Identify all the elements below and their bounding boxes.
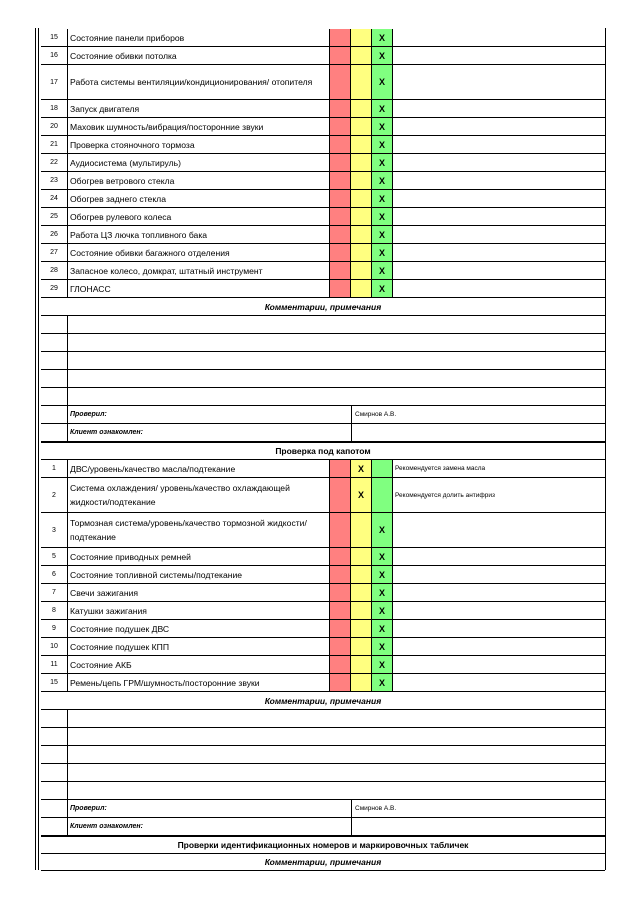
comment-line[interactable] (41, 764, 605, 782)
row-number: 26 (41, 226, 68, 243)
status-yellow-cell[interactable] (351, 602, 372, 619)
table-row (41, 566, 605, 584)
status-yellow-cell[interactable] (351, 47, 372, 64)
row-comment[interactable] (393, 65, 605, 99)
status-yellow-cell[interactable] (351, 584, 372, 601)
status-yellow-cell[interactable]: X (351, 460, 372, 477)
status-red-cell[interactable] (330, 100, 351, 117)
table-row (41, 674, 605, 692)
row-number: 23 (41, 172, 68, 189)
row-number: 24 (41, 190, 68, 207)
row-comment[interactable] (393, 208, 605, 225)
status-yellow-cell[interactable] (351, 674, 372, 691)
row-item-name: ДВС/уровень/качество масла/подтекание (68, 460, 330, 477)
comments-blank-rows (41, 316, 605, 406)
status-green-cell[interactable]: X (372, 190, 393, 207)
status-green-cell[interactable]: X (372, 226, 393, 243)
row-comment[interactable] (393, 656, 605, 673)
status-green-cell[interactable]: X (372, 280, 393, 297)
row-comment[interactable] (393, 244, 605, 261)
row-number: 2 (41, 478, 68, 512)
page-right-border (605, 28, 606, 870)
comment-line[interactable] (41, 334, 605, 352)
row-comment[interactable] (393, 513, 605, 547)
table-row (41, 190, 605, 208)
status-red-cell[interactable] (330, 478, 351, 512)
comments-title: Комментарии, примечания (264, 301, 382, 312)
table-row (41, 280, 605, 298)
row-item-name: Маховик шумность/вибрация/посторонние звуки (68, 118, 330, 135)
status-green-cell[interactable]: X (372, 262, 393, 279)
status-red-cell[interactable] (330, 656, 351, 673)
client-ack-label: Клиент ознакомлен: (68, 424, 352, 441)
status-yellow-cell[interactable] (351, 29, 372, 46)
checked-by-row-2 (41, 800, 605, 818)
row-comment[interactable] (393, 154, 605, 171)
checked-by-value-2[interactable]: Смирнов А.В. (355, 805, 397, 812)
row-comment[interactable] (393, 638, 605, 655)
status-green-cell[interactable]: X (372, 674, 393, 691)
row-comment[interactable] (393, 172, 605, 189)
status-yellow-cell[interactable] (351, 172, 372, 189)
table-row (41, 548, 605, 566)
row-item-name: Состояние обивки потолка (68, 47, 330, 64)
comment-line[interactable] (41, 388, 605, 406)
status-red-cell[interactable] (330, 674, 351, 691)
status-green-cell[interactable] (372, 478, 393, 512)
status-yellow-cell[interactable] (351, 226, 372, 243)
status-yellow-cell[interactable] (351, 638, 372, 655)
table-row (41, 65, 605, 100)
status-red-cell[interactable] (330, 513, 351, 547)
row-item-name: Состояние панели приборов (68, 29, 330, 46)
row-item-name: Проверка стояночного тормоза (68, 136, 330, 153)
status-red-cell[interactable] (330, 65, 351, 99)
status-yellow-cell[interactable] (351, 566, 372, 583)
table-row (41, 513, 605, 548)
status-yellow-cell[interactable] (351, 190, 372, 207)
row-item-name: Обогрев заднего стекла (68, 190, 330, 207)
status-red-cell[interactable] (330, 602, 351, 619)
table-row (41, 244, 605, 262)
comments-title-3: Комментарии, примечания (264, 857, 382, 867)
row-item-name: Свечи зажигания (68, 584, 330, 601)
page-left-border (35, 28, 36, 870)
comment-line[interactable] (41, 352, 605, 370)
row-item-name: Запуск двигателя (68, 100, 330, 117)
status-green-cell[interactable]: X (372, 602, 393, 619)
row-item-name: Состояние приводных ремней (68, 548, 330, 565)
row-comment[interactable] (393, 29, 605, 46)
row-comment[interactable] (393, 100, 605, 117)
row-comment[interactable] (393, 262, 605, 279)
status-yellow-cell[interactable] (351, 656, 372, 673)
status-red-cell[interactable] (330, 172, 351, 189)
status-green-cell[interactable]: X (372, 584, 393, 601)
checked-by-row (41, 406, 605, 424)
row-number: 5 (41, 548, 68, 565)
row-number: 28 (41, 262, 68, 279)
table-row (41, 602, 605, 620)
row-number: 15 (41, 674, 68, 691)
status-yellow-cell[interactable] (351, 136, 372, 153)
table-row (41, 656, 605, 674)
table-row (41, 154, 605, 172)
row-item-name: Состояние топливной системы/подтекание (68, 566, 330, 583)
row-comment[interactable] (393, 118, 605, 135)
row-item-name: Работа системы вентиляции/кондиционирования/ отопителя (68, 65, 330, 99)
status-red-cell[interactable] (330, 47, 351, 64)
comment-line[interactable] (41, 710, 605, 728)
status-red-cell[interactable] (330, 226, 351, 243)
under-hood-title: Проверка под капотом (275, 446, 371, 456)
row-item-name: Работа ЦЗ лючка топливного бака (68, 226, 330, 243)
client-ack-row (41, 424, 605, 442)
comments-header-3 (41, 854, 605, 871)
status-yellow-cell[interactable] (351, 208, 372, 225)
status-green-cell[interactable]: X (372, 208, 393, 225)
row-number: 10 (41, 638, 68, 655)
status-green-cell[interactable]: X (372, 548, 393, 565)
row-comment[interactable] (393, 47, 605, 64)
status-yellow-cell[interactable] (351, 280, 372, 297)
row-number: 25 (41, 208, 68, 225)
comment-line[interactable] (41, 728, 605, 746)
status-yellow-cell[interactable] (351, 100, 372, 117)
row-number: 15 (41, 29, 68, 46)
row-item-name: Ремень/цепь ГРМ/шумность/посторонние звуки (68, 674, 330, 691)
status-red-cell[interactable] (330, 638, 351, 655)
row-comment[interactable] (393, 566, 605, 583)
row-item-name: Состояние обивки багажного отделения (68, 244, 330, 261)
status-yellow-cell[interactable] (351, 118, 372, 135)
comment-line[interactable] (41, 746, 605, 764)
client-ack-row-2 (41, 818, 605, 836)
section-title-under-hood (41, 442, 605, 460)
row-item-name: Обогрев рулевого колеса (68, 208, 330, 225)
row-number: 27 (41, 244, 68, 261)
client-ack-value-2[interactable] (352, 818, 605, 835)
client-ack-label-2: Клиент ознакомлен: (68, 818, 352, 835)
comments-header-2 (41, 692, 605, 710)
row-item-name: Состояние АКБ (68, 656, 330, 673)
row-number: 22 (41, 154, 68, 171)
comment-line[interactable] (41, 316, 605, 334)
row-comment[interactable] (393, 674, 605, 691)
row-item-name: Состояние подушек КПП (68, 638, 330, 655)
row-comment[interactable] (393, 548, 605, 565)
row-comment[interactable] (393, 136, 605, 153)
table-row (41, 262, 605, 280)
status-red-cell[interactable] (330, 29, 351, 46)
status-red-cell[interactable] (330, 620, 351, 637)
status-green-cell[interactable]: X (372, 566, 393, 583)
comments-title-2: Комментарии, примечания (264, 695, 382, 706)
status-green-cell[interactable]: X (372, 244, 393, 261)
status-red-cell[interactable] (330, 208, 351, 225)
table-row (41, 638, 605, 656)
status-green-cell[interactable]: X (372, 65, 393, 99)
status-green-cell[interactable]: X (372, 154, 393, 171)
row-number: 16 (41, 47, 68, 64)
row-comment[interactable]: Рекомендуется замена масла (395, 465, 486, 472)
status-green-cell[interactable] (372, 460, 393, 477)
comments-header (41, 298, 605, 316)
row-comment[interactable] (393, 226, 605, 243)
status-red-cell[interactable] (330, 136, 351, 153)
id-numbers-title: Проверки идентификационных номеров и маркировочных табличек (177, 840, 469, 850)
status-green-cell[interactable]: X (372, 513, 393, 547)
table-row (41, 226, 605, 244)
status-green-cell[interactable]: X (372, 47, 393, 64)
table-row (41, 136, 605, 154)
status-yellow-cell[interactable]: X (351, 478, 372, 512)
row-number: 20 (41, 118, 68, 135)
status-red-cell[interactable] (330, 244, 351, 261)
status-yellow-cell[interactable] (351, 65, 372, 99)
status-red-cell[interactable] (330, 584, 351, 601)
row-item-name: ГЛОНАСС (68, 280, 330, 297)
row-number: 1 (41, 460, 68, 477)
row-number: 9 (41, 620, 68, 637)
row-number: 18 (41, 100, 68, 117)
status-red-cell[interactable] (330, 280, 351, 297)
table-row (41, 118, 605, 136)
table-row (41, 208, 605, 226)
table-row (41, 620, 605, 638)
table-row (41, 172, 605, 190)
comment-line[interactable] (41, 782, 605, 800)
client-ack-value[interactable] (352, 424, 605, 441)
table-row (41, 478, 605, 513)
comment-line[interactable] (41, 370, 605, 388)
status-green-cell[interactable]: X (372, 100, 393, 117)
checked-by-label: Проверил: (68, 406, 352, 423)
checked-by-label-2: Проверил: (68, 800, 352, 817)
row-number: 3 (41, 513, 68, 547)
table-row (41, 460, 605, 478)
status-yellow-cell[interactable] (351, 244, 372, 261)
status-yellow-cell[interactable] (351, 620, 372, 637)
status-red-cell[interactable] (330, 118, 351, 135)
row-comment[interactable] (393, 584, 605, 601)
status-red-cell[interactable] (330, 190, 351, 207)
status-green-cell[interactable]: X (372, 638, 393, 655)
status-green-cell[interactable]: X (372, 118, 393, 135)
row-item-name: Тормозная система/уровень/качество тормозной жидкости/подтекание (68, 513, 330, 547)
comments-blank-rows-2 (41, 710, 605, 800)
checked-by-value[interactable]: Смирнов А.В. (355, 411, 397, 418)
row-number: 11 (41, 656, 68, 673)
status-green-cell[interactable]: X (372, 620, 393, 637)
row-item-name: Катушки зажигания (68, 602, 330, 619)
row-item-name: Обогрев ветрового стекла (68, 172, 330, 189)
status-red-cell[interactable] (330, 566, 351, 583)
row-comment[interactable]: Рекомендуется долить антифриз (395, 491, 495, 499)
row-number: 6 (41, 566, 68, 583)
status-red-cell[interactable] (330, 460, 351, 477)
row-number: 17 (41, 65, 68, 99)
status-yellow-cell[interactable] (351, 548, 372, 565)
status-green-cell[interactable]: X (372, 29, 393, 46)
table-row (41, 584, 605, 602)
row-comment[interactable] (393, 602, 605, 619)
status-red-cell[interactable] (330, 262, 351, 279)
row-number: 29 (41, 280, 68, 297)
row-comment[interactable] (393, 190, 605, 207)
status-green-cell[interactable]: X (372, 136, 393, 153)
status-green-cell[interactable]: X (372, 172, 393, 189)
row-comment[interactable] (393, 280, 605, 297)
status-red-cell[interactable] (330, 548, 351, 565)
status-red-cell[interactable] (330, 154, 351, 171)
section-title-id-numbers (41, 836, 605, 854)
row-item-name: Аудиосистема (мультируль) (68, 154, 330, 171)
status-yellow-cell[interactable] (351, 513, 372, 547)
status-yellow-cell[interactable] (351, 262, 372, 279)
row-number: 21 (41, 136, 68, 153)
row-item-name: Система охлаждения/ уровень/качество охлаждающей жидкости/подтекание (68, 478, 330, 512)
row-number: 7 (41, 584, 68, 601)
status-green-cell[interactable]: X (372, 656, 393, 673)
table-under-hood-checks (41, 460, 605, 692)
table-row (41, 100, 605, 118)
status-yellow-cell[interactable] (351, 154, 372, 171)
row-item-name: Состояние подушек ДВС (68, 620, 330, 637)
row-item-name: Запасное колесо, домкрат, штатный инструмент (68, 262, 330, 279)
row-comment[interactable] (393, 620, 605, 637)
inspection-sheet (41, 29, 605, 871)
table-cabin-checks (41, 29, 605, 298)
table-row (41, 29, 605, 47)
row-number: 8 (41, 602, 68, 619)
page-left-border-inner (38, 28, 39, 870)
table-row (41, 47, 605, 65)
